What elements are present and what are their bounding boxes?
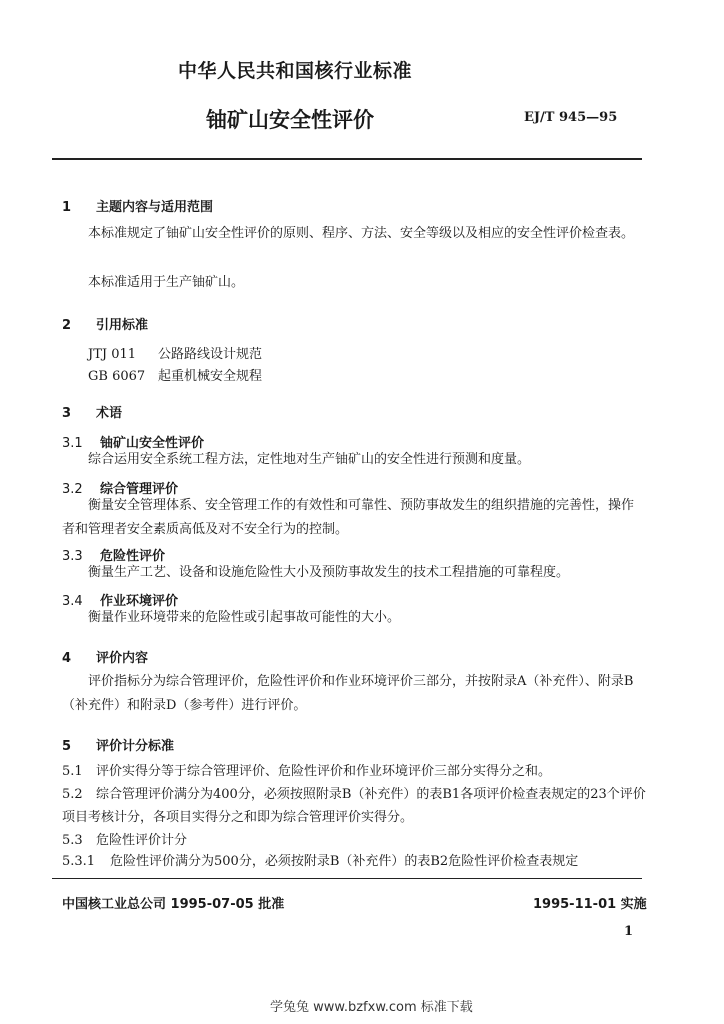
section-title: 评价计分标准 — [96, 739, 175, 754]
standard-issuer: 中华人民共和国核行业标准 — [178, 60, 413, 82]
section-number: 4 — [62, 651, 72, 666]
clause-number: 3.1 — [62, 436, 83, 451]
section-title: 评价内容 — [96, 651, 149, 666]
clause-text: 综合管理评价满分为400分，必须按照附录B（补充件）的表B1各项评价检查表规定的23个评价项目考核计分，各项目实得分之和即为综合管理评价实得分。 — [62, 787, 646, 825]
reference-code: GB 6067 — [88, 369, 146, 384]
term-name: 综合管理评价 — [100, 482, 179, 497]
section-4-heading — [62, 647, 148, 666]
term-3-4-definition: 衡量作业环境带来的危险性或引起事故可能性的大小。 — [88, 610, 401, 625]
term-3-2-definition: 衡量安全管理体系、安全管理工作的有效性和可靠性、预防事故发生的组织措施的完善性，操作者和管理者安全素质高低及对不安全行为的控制。 — [62, 498, 635, 537]
clause-text: 危险性评价计分 — [96, 833, 188, 848]
reference-item — [88, 347, 262, 362]
clause-5-2 — [62, 783, 648, 829]
section-number: 1 — [62, 200, 72, 215]
clause-number: 5.2 — [62, 787, 83, 802]
section-2-heading — [62, 314, 148, 333]
reference-title: 公路路线设计规范 — [158, 347, 263, 362]
section-title: 引用标准 — [96, 318, 149, 333]
clause-5-1 — [62, 760, 648, 783]
term-3-1-definition: 综合运用安全系统工程方法，定性地对生产铀矿山的安全性进行预测和度量。 — [88, 452, 531, 467]
section-title: 术语 — [96, 406, 123, 421]
standard-code: EJ/T 945—95 — [524, 110, 618, 125]
clause-text: 评价实得分等于综合管理评价、危险性评价和作业环境评价三部分实得分之和。 — [96, 764, 552, 779]
clause-number: 5.3 — [62, 833, 83, 848]
clause-number: 3.4 — [62, 594, 83, 609]
reference-code: JTJ 011 — [88, 347, 137, 362]
section-number: 2 — [62, 318, 72, 333]
clause-number: 5.1 — [62, 764, 83, 779]
term-name: 危险性评价 — [100, 549, 166, 564]
clause-5-3-1 — [62, 850, 648, 873]
section-1-paragraph-2: 本标准适用于生产铀矿山。 — [88, 275, 245, 290]
clause-5-3 — [62, 829, 648, 852]
section-title: 主题内容与适用范围 — [96, 200, 214, 215]
section-4-paragraph: 评价指标分为综合管理评价，危险性评价和作业环境评价三部分，并按附录A（补充件）、附录B（补充件）和附录D（参考件）进行评价。 — [62, 674, 634, 713]
term-3-3-definition: 衡量生产工艺、设备和设施危险性大小及预防事故发生的技术工程措施的可靠程度。 — [88, 565, 570, 580]
site-watermark: 学兔兔 www.bzfxw.com 标准下载 — [270, 1000, 473, 1015]
clause-number: 3.3 — [62, 549, 83, 564]
header-divider — [52, 158, 642, 160]
document-title: 铀矿山安全性评价 — [206, 108, 374, 132]
section-1-paragraph-1: 本标准规定了铀矿山安全性评价的原则、程序、方法、安全等级以及相应的安全性评价检查表。 — [88, 226, 635, 241]
term-name: 作业环境评价 — [100, 594, 179, 609]
implementation-date: 1995-11-01 实施 — [533, 897, 647, 912]
clause-number: 5.3.1 — [62, 854, 96, 869]
reference-title: 起重机械安全规程 — [158, 369, 263, 384]
term-name: 铀矿山安全性评价 — [100, 436, 205, 451]
reference-item — [88, 369, 262, 384]
approval-line: 中国核工业总公司 1995-07-05 批准 — [62, 897, 285, 912]
section-3-heading — [62, 402, 122, 421]
clause-number: 3.2 — [62, 482, 83, 497]
section-number: 3 — [62, 406, 72, 421]
section-5-heading — [62, 735, 174, 754]
clause-text: 危险性评价满分为500分，必须按附录B（补充件）的表B2危险性评价检查表规定 — [110, 854, 579, 869]
footer-divider — [52, 878, 642, 879]
page-number: 1 — [624, 924, 634, 939]
section-1-heading — [62, 196, 213, 215]
section-number: 5 — [62, 739, 72, 754]
